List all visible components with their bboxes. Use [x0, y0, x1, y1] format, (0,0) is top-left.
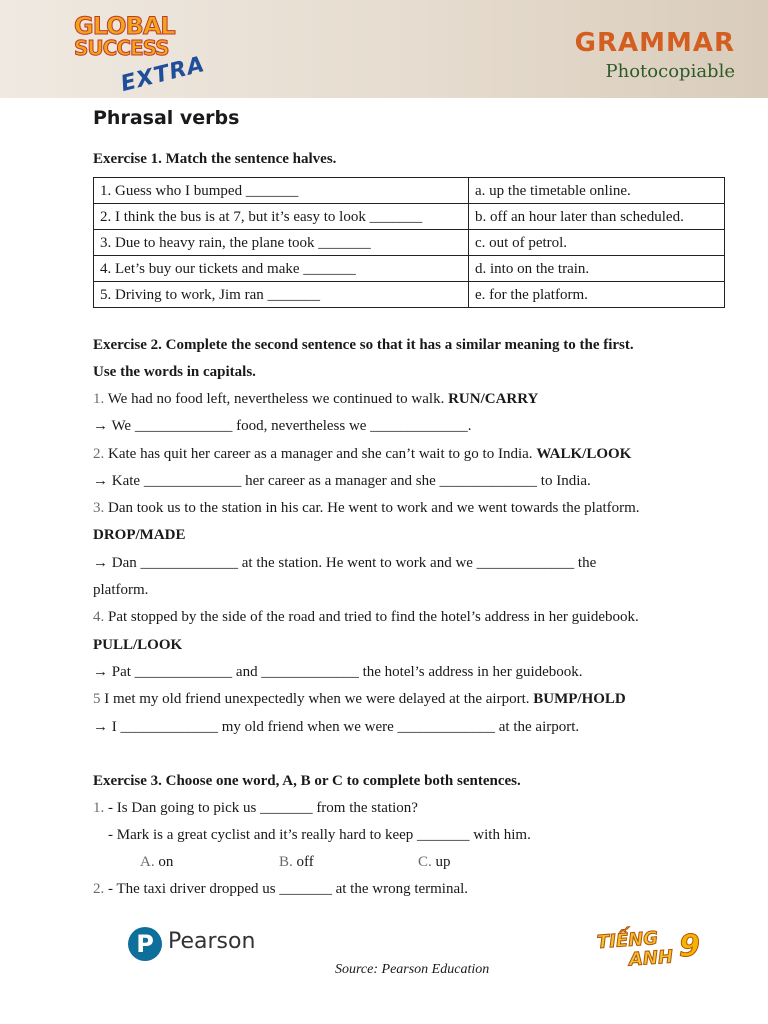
match-table [93, 177, 725, 308]
logo-tieng: TIẾNG [596, 927, 659, 954]
logo-line-global: GLOBAL [74, 12, 175, 40]
item-sentence: I met my old friend unexpectedly when we were delayed at the airport. [100, 691, 534, 708]
logo-anh: ANH [628, 946, 674, 971]
exercise-3-q1-options [93, 849, 725, 876]
exercise-2-answer-5 [93, 714, 725, 741]
arrow-icon: → [93, 718, 108, 735]
page-title: Phrasal verbs [93, 107, 240, 129]
sentence-start: 2. I think the bus is at 7, but it’s easy to look _______ [94, 204, 469, 230]
arrow-icon: → [93, 554, 108, 571]
table-row [94, 230, 725, 256]
sentence-end: b. off an hour later than scheduled. [469, 204, 725, 230]
table-row [94, 282, 725, 308]
sentence-end: e. for the platform. [469, 282, 725, 308]
global-success-extra-logo [70, 10, 208, 98]
worksheet-content [93, 100, 725, 904]
sentence-start: 4. Let’s buy our tickets and make _______ [94, 256, 469, 282]
exercise-2-item-2 [93, 441, 725, 468]
sentence-end: c. out of petrol. [469, 230, 725, 256]
option-word: off [292, 854, 314, 871]
exercise-2-heading: Exercise 2. Complete the second sentence so that it has a similar meaning to the first. [93, 337, 634, 353]
exercise-1-instruction: Match the sentence halves. [161, 151, 337, 167]
arrow-icon: → [93, 418, 108, 435]
item-number: 5 [93, 691, 101, 708]
option-word: up [431, 854, 451, 871]
pearson-mark-icon: P [128, 927, 162, 961]
table-row [94, 256, 725, 282]
option-a [140, 849, 173, 876]
sentence-end: a. up the timetable online. [469, 178, 725, 204]
exercise-2-item-1 [93, 386, 725, 413]
exercise-1-label: Exercise 1. [93, 151, 162, 167]
question-sentence: - The taxi driver dropped us _______ at the wrong terminal. [104, 881, 469, 898]
arrow-icon: → [93, 472, 108, 489]
logo-line-extra: EXTRA [118, 51, 208, 98]
exercise-2-item-3 [93, 495, 725, 522]
tieng-anh-9-logo [595, 928, 710, 974]
item-keywords: DROP/MADE [93, 527, 186, 544]
item-keywords: PULL/LOOK [93, 636, 183, 653]
exercise-3-q2-line1 [93, 876, 725, 903]
item-number: 2. [93, 881, 105, 898]
item-number: 4. [93, 609, 105, 626]
option-b [279, 849, 314, 876]
source-credit: Source: Pearson Education [335, 962, 490, 977]
question-sentence: - Is Dan going to pick us _______ from the station? [104, 799, 418, 816]
exercise-2-answer-1 [93, 413, 725, 440]
arrow-icon: → [93, 663, 108, 680]
answer-line: Dan _____________ at the station. He went to work and we _____________ the [108, 554, 597, 571]
exercise-3-q1-line1 [93, 795, 725, 822]
answer-line: I _____________ my old friend when we were _____________ at the airport. [108, 718, 580, 735]
exercise-2-item-5 [93, 686, 725, 713]
table-row [94, 178, 725, 204]
exercise-1-heading [93, 146, 725, 173]
item-keywords: WALK/LOOK [536, 445, 632, 462]
option-letter: C. [418, 854, 432, 871]
grammar-title: GRAMMAR [574, 28, 735, 58]
pearson-wordmark: Pearson [168, 929, 256, 954]
answer-line: We _____________ food, nevertheless we _____________. [108, 418, 472, 435]
item-keywords: RUN/CARRY [448, 391, 539, 407]
logo-grade: 9 [679, 929, 700, 964]
exercise-2-answer-3 [93, 550, 725, 577]
option-word: on [154, 854, 174, 871]
exercise-2-item-4 [93, 604, 725, 631]
option-letter: B. [279, 854, 293, 871]
item-number: 1. [93, 391, 105, 407]
page-header [0, 0, 768, 98]
sentence-start: 5. Driving to work, Jim ran _______ [94, 282, 469, 308]
item-keywords: BUMP/HOLD [533, 691, 626, 708]
pearson-logo [128, 925, 268, 965]
item-sentence: Kate has quit her career as a manager and she can’t wait to go to India. [104, 445, 537, 462]
item-sentence: We had no food left, nevertheless we continued to walk. [104, 391, 449, 407]
answer-line: Kate _____________ her career as a manager and she _____________ to India. [108, 472, 591, 489]
item-sentence: Pat stopped by the side of the road and tried to find the hotel’s address in her guidebook. [104, 609, 639, 626]
exercise-2-answer-2 [93, 468, 725, 495]
logo-line-success: SUCCESS [74, 36, 169, 60]
option-c [418, 849, 451, 876]
item-number: 2. [93, 445, 105, 462]
option-letter: A. [140, 854, 155, 871]
exercise-2-answer-4 [93, 659, 725, 686]
item-number: 3. [93, 500, 105, 517]
photocopiable-label: Photocopiable [605, 61, 735, 82]
answer-line: Pat _____________ and _____________ the hotel’s address in her guidebook. [108, 663, 583, 680]
table-row [94, 204, 725, 230]
sentence-end: d. into on the train. [469, 256, 725, 282]
answer-line-cont: platform. [93, 582, 149, 599]
exercise-3-heading: Exercise 3. Choose one word, A, B or C to complete both sentences. [93, 772, 521, 789]
exercise-2-heading-cont: Use the words in capitals. [93, 364, 256, 380]
exercise-3-q1-line2: - Mark is a great cyclist and it’s really hard to keep _______ with him. [108, 827, 531, 844]
item-sentence: Dan took us to the station in his car. He went to work and we went towards the platform. [104, 500, 640, 517]
sentence-start: 1. Guess who I bumped _______ [94, 178, 469, 204]
sentence-start: 3. Due to heavy rain, the plane took _______ [94, 230, 469, 256]
item-number: 1. [93, 799, 105, 816]
